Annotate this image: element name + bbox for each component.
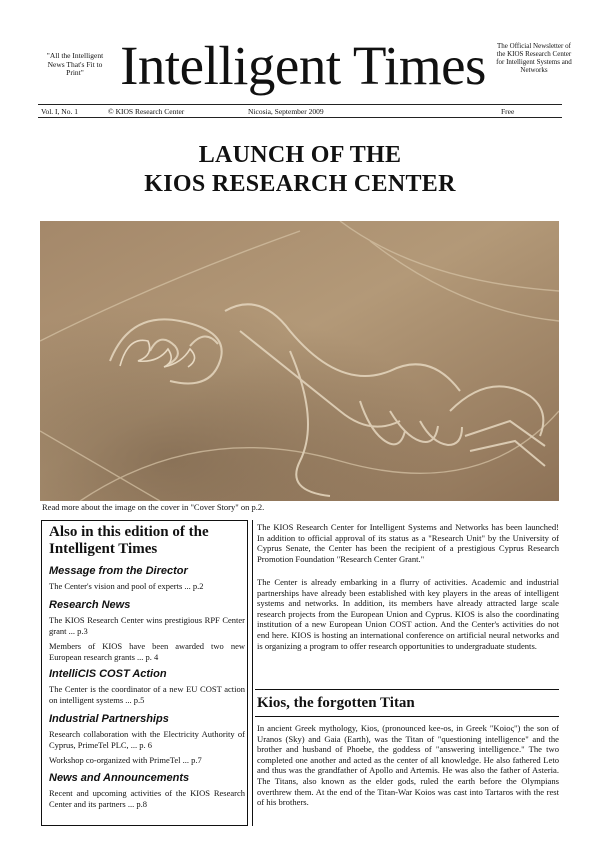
price-label: Free	[501, 107, 515, 116]
contents-item: Members of KIOS have been awarded two new European research grants ... p. 4	[49, 641, 245, 662]
copyright-label: © KIOS Research Center	[108, 107, 185, 116]
masthead-title: Intelligent Times	[120, 35, 486, 96]
kios-article-text: In ancient Greek mythology, Kios, (pronounced kee-os, in Greek "Koiος") the son of Uranos (Sky) and Gaia (Earth), was the Titan of "questioning intelligence" and the brother and husband of Phoebe, the goddess of "answering intelligence." The two completed one another and acted as the center of all knowledge. He also fathered Leto and thus was the grandfather of Apollo and Artemis. He was also the father of Asteria. The Titans, also known as the elder gods, ruled the earth before the Olympians overthrew them. At the end of the Titan-War Koios was cast into Tartaros with the rest of his brothers.	[257, 723, 559, 808]
contents-heading-news: News and Announcements	[49, 772, 190, 784]
cover-caption: Read more about the image on the cover in "Cover Story" on p.2.	[42, 502, 265, 512]
contents-item: Workshop co-organized with PrimeTel ... p.7	[49, 755, 202, 765]
masthead-rule-top	[38, 104, 562, 105]
contents-item: Recent and upcoming activities of the KIOS Research Center and its partners ... p.8	[49, 788, 245, 809]
kios-article-title: Kios, the forgotten Titan	[257, 695, 415, 711]
column-divider	[252, 520, 253, 826]
contents-item: The Center is the coordinator of a new EU COST action on intelligent systems ... p.5	[49, 684, 245, 705]
page-headline	[38, 141, 562, 199]
contents-heading-research: Research News	[49, 599, 131, 611]
cover-image	[40, 221, 559, 501]
contents-heading-partnerships: Industrial Partnerships	[49, 713, 169, 725]
contents-item: The KIOS Research Center wins prestigious RPF Center grant ... p.3	[49, 615, 245, 636]
lead-paragraph-1: The KIOS Research Center for Intelligent Systems and Networks has been launched! In addition to official approval of its status as a "Research Unit" by the University of Cyprus Senate, the Center has been the recipient of a prestigious Cyprus Research Promotion Foundation "Research Center Grant."	[257, 522, 559, 564]
masthead-rule-bottom	[38, 117, 562, 118]
headline-line-1: LAUNCH OF THE	[198, 142, 402, 168]
headline-line-2: KIOS RESEARCH CENTER	[144, 171, 456, 197]
masthead-tagline: "All the Intelligent News That's Fit to Print"	[46, 51, 104, 77]
kios-rule-bottom	[255, 716, 559, 717]
contents-heading-cost-action: IntelliCIS COST Action	[49, 668, 167, 680]
contents-title: Also in this edition of the Intelligent Times	[49, 524, 209, 557]
dateline-label: Nicosia, September 2009	[248, 107, 324, 116]
contents-heading-director: Message from the Director	[49, 565, 188, 577]
kios-rule-top	[255, 689, 559, 690]
masthead-official-note: The Official Newsletter of the KIOS Research Center for Intelligent Systems and Networks	[496, 42, 572, 74]
volume-label: Vol. I, No. 1	[41, 107, 78, 116]
contents-item: Research collaboration with the Electricity Authority of Cyprus, PrimeTel PLC, ... p. 6	[49, 729, 245, 750]
lead-paragraph-2: The Center is already embarking in a flurry of activities. Academic and industrial partnerships have already been established with key players in the areas of intelligent systems and networks. In addition, its members have already attracted large scale research projects from the European Union and Cyprus. KIOS is also the coordinating institution of a new European Union COST action. And the Center's activities do not end here. KIOS is hosting an international conference on artificial neural networks and is organizing a program to offer research opportunities to undergraduate students.	[257, 577, 559, 651]
contents-item: The Center's vision and pool of experts ... p.2	[49, 581, 204, 591]
